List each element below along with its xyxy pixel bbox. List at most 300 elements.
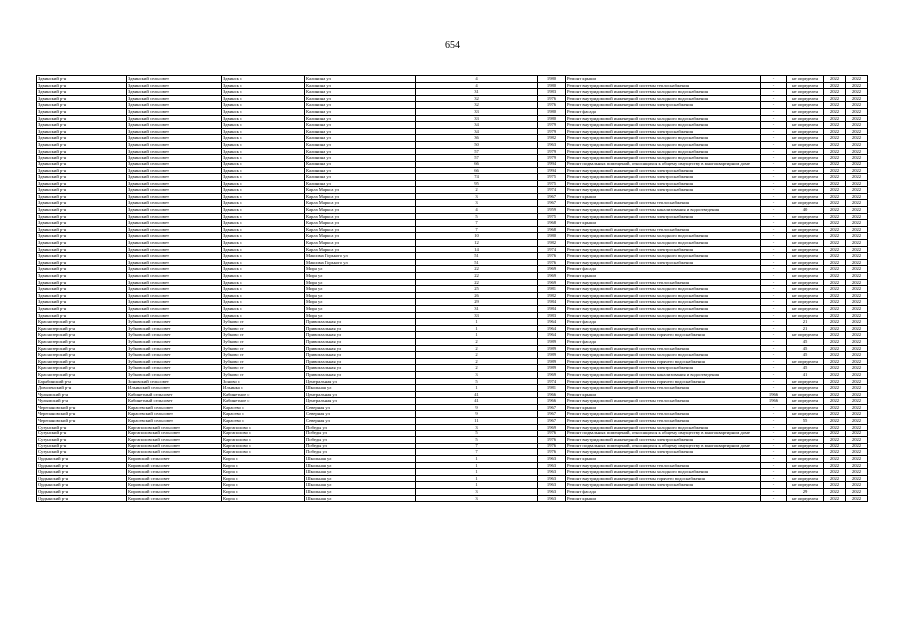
cell-plan-start: 2022 (824, 325, 846, 332)
cell-plan-end: 2022 (846, 148, 868, 155)
table-row (37, 246, 868, 253)
cell-street: Калинина ул (305, 89, 416, 96)
cell-plan-start: 2022 (824, 398, 846, 405)
cell-cost: не определен (787, 82, 824, 89)
cell-locality: Здвинск с (222, 292, 305, 299)
cell-street: Максима Горького ул (305, 253, 416, 260)
table-row (37, 424, 868, 431)
cell-district: Здвинский р-н (37, 148, 127, 155)
cell-district: Здвинский р-н (37, 200, 127, 207)
cell-plan-start: 2022 (824, 462, 846, 469)
cell-work-type: Ремонт внутридомовой инженерной системы холодного водоснабжения (566, 141, 761, 148)
cell-plan-start: 2022 (824, 292, 846, 299)
cell-street: Калинина ул (305, 82, 416, 89)
cell-settlement: Кировский сельсовет (127, 475, 222, 482)
cell-locality: Здвинск с (222, 167, 305, 174)
cell-cost: не определен (787, 259, 824, 266)
cell-cost: 45 (787, 345, 824, 352)
cell-cost: не определен (787, 76, 824, 83)
cell-commission-year: - (761, 102, 787, 109)
cell-house: 1 (416, 482, 538, 489)
cell-settlement: Здвинский сельсовет (127, 200, 222, 207)
cell-locality: Кабинетное с (222, 391, 305, 398)
cell-plan-end: 2022 (846, 371, 868, 378)
cell-street: Калинина ул (305, 135, 416, 142)
cell-plan-end: 2022 (846, 319, 868, 326)
cell-plan-end: 2022 (846, 495, 868, 502)
cell-settlement: Здвинский сельсовет (127, 102, 222, 109)
cell-plan-start: 2022 (824, 220, 846, 227)
cell-work-type: Ремонт внутридомовой инженерной системы электроснабжения (566, 213, 761, 220)
cell-plan-end: 2022 (846, 358, 868, 365)
cell-settlement: Зоновский сельсовет (127, 378, 222, 385)
cell-year: 1974 (538, 187, 566, 194)
cell-house: 1 (416, 385, 538, 392)
table-row (37, 135, 868, 142)
cell-plan-start: 2022 (824, 128, 846, 135)
cell-settlement: Кировский сельсовет (127, 469, 222, 476)
cell-commission-year: - (761, 378, 787, 385)
cell-settlement: Здвинский сельсовет (127, 167, 222, 174)
cell-street: Привокзальная ул (305, 319, 416, 326)
cell-house: 3 (416, 371, 538, 378)
cell-plan-end: 2022 (846, 200, 868, 207)
cell-plan-start: 2022 (824, 418, 846, 425)
cell-year: 1963 (538, 475, 566, 482)
cell-plan-start: 2022 (824, 437, 846, 444)
cell-district: Здвинский р-н (37, 253, 127, 260)
cell-year: 1989 (538, 338, 566, 345)
cell-locality: Здвинск с (222, 279, 305, 286)
cell-plan-end: 2022 (846, 89, 868, 96)
table-row (37, 240, 868, 247)
table-row (37, 233, 868, 240)
cell-locality: Зоново с (222, 378, 305, 385)
cell-commission-year: - (761, 233, 787, 240)
cell-work-type: Ремонт внутридомовой инженерной системы холодного водоснабжения (566, 424, 761, 431)
cell-district: Ордынский р-н (37, 482, 127, 489)
table-row (37, 437, 868, 444)
cell-settlement: Здвинский сельсовет (127, 128, 222, 135)
table-row (37, 299, 868, 306)
cell-year: 1967 (538, 200, 566, 207)
cell-plan-end: 2022 (846, 391, 868, 398)
cell-street: Северная ул (305, 404, 416, 411)
cell-year: 1964 (538, 319, 566, 326)
cell-work-type: Ремонт подвальных помещений, относящихся к общему имуществу в многоквартирном доме (566, 161, 761, 167)
cell-cost: не определен (787, 462, 824, 469)
cell-work-type: Ремонт крыши (566, 220, 761, 227)
cell-district: Краснозерский р-н (37, 352, 127, 359)
cell-house: 22 (416, 266, 538, 273)
cell-district: Здвинский р-н (37, 213, 127, 220)
cell-work-type: Ремонт внутридомовой инженерной системы холодного водоснабжения (566, 352, 761, 359)
cell-locality: Здвинск с (222, 266, 305, 273)
cell-year: 1994 (538, 167, 566, 174)
cell-street: Центральная ул (305, 398, 416, 405)
table-row (37, 358, 868, 365)
cell-district: Ордынский р-н (37, 475, 127, 482)
cell-house: 2 (416, 345, 538, 352)
cell-commission-year: - (761, 292, 787, 299)
cell-locality: Зубково ст (222, 319, 305, 326)
cell-work-type: Ремонт внутридомовой инженерной системы холодного водоснабжения (566, 148, 761, 155)
cell-house: 41 (416, 398, 538, 405)
cell-house: 4 (416, 82, 538, 89)
cell-work-type: Ремонт внутридомовой инженерной системы теплоснабжения (566, 200, 761, 207)
cell-district: Здвинский р-н (37, 128, 127, 135)
cell-locality: Зубково ст (222, 365, 305, 372)
cell-commission-year: - (761, 95, 787, 102)
cell-commission-year: - (761, 180, 787, 187)
cell-locality: Здвинск с (222, 122, 305, 129)
cell-work-type: Ремонт внутридомовой инженерной системы холодного водоснабжения (566, 115, 761, 122)
table-row (37, 286, 868, 293)
cell-plan-start: 2022 (824, 115, 846, 122)
cell-plan-start: 2022 (824, 286, 846, 293)
cell-commission-year: - (761, 325, 787, 332)
cell-settlement: Здвинский сельсовет (127, 115, 222, 122)
cell-district: Здвинский р-н (37, 115, 127, 122)
table-row (37, 115, 868, 122)
cell-commission-year: 1966 (761, 398, 787, 405)
cell-plan-start: 2022 (824, 259, 846, 266)
cell-work-type: Ремонт внутридомовой инженерной системы холодного водоснабжения (566, 233, 761, 240)
cell-commission-year: - (761, 220, 787, 227)
cell-commission-year: - (761, 332, 787, 339)
cell-year: 1963 (538, 489, 566, 496)
cell-year: 1964 (538, 325, 566, 332)
cell-settlement: Здвинский сельсовет (127, 273, 222, 280)
cell-commission-year: - (761, 161, 787, 167)
cell-locality: Здвинск с (222, 226, 305, 233)
cell-street: Мира ул (305, 286, 416, 293)
page-number: 654 (445, 40, 460, 51)
cell-locality: Каргаполово с (222, 437, 305, 444)
cell-district: Здвинский р-н (37, 76, 127, 83)
cell-cost: не определен (787, 286, 824, 293)
cell-plan-end: 2022 (846, 286, 868, 293)
cell-cost: не определен (787, 102, 824, 109)
cell-plan-end: 2022 (846, 424, 868, 431)
cell-work-type: Ремонт крыши (566, 456, 761, 463)
cell-street: Калинина ул (305, 115, 416, 122)
cell-locality: Кабинетное с (222, 398, 305, 405)
cell-house: 7 (416, 443, 538, 449)
cell-settlement: Кировский сельсовет (127, 456, 222, 463)
cell-settlement: Здвинский сельсовет (127, 299, 222, 306)
cell-cost: 29 (787, 489, 824, 496)
table-row (37, 462, 868, 469)
cell-street: Школьная ул (305, 385, 416, 392)
cell-house: 3 (416, 489, 538, 496)
table-row (37, 128, 868, 135)
cell-plan-start: 2022 (824, 475, 846, 482)
cell-district: Доволенский р-н (37, 385, 127, 392)
cell-plan-start: 2022 (824, 148, 846, 155)
cell-locality: Здвинск с (222, 259, 305, 266)
cell-cost: не определен (787, 220, 824, 227)
cell-district: Краснозерский р-н (37, 325, 127, 332)
cell-year: 1976 (538, 443, 566, 449)
table-row (37, 482, 868, 489)
cell-locality: Здвинск с (222, 207, 305, 214)
cell-year: 1980 (538, 76, 566, 83)
cell-street: Привокзальная ул (305, 365, 416, 372)
cell-work-type: Ремонт внутридомовой инженерной системы электроснабжения (566, 482, 761, 489)
cell-locality: Кирза с (222, 469, 305, 476)
cell-commission-year: - (761, 259, 787, 266)
cell-street: Карла Маркса ул (305, 233, 416, 240)
table-row (37, 220, 868, 227)
table-row (37, 456, 868, 463)
cell-settlement: Здвинский сельсовет (127, 82, 222, 89)
cell-cost: не определен (787, 167, 824, 174)
cell-work-type: Ремонт фасада (566, 338, 761, 345)
cell-district: Здвинский р-н (37, 161, 127, 167)
cell-plan-end: 2022 (846, 161, 868, 167)
table-row (37, 174, 868, 181)
cell-work-type: Ремонт подвальных помещений, относящихся к общему имуществу в многоквартирном доме (566, 431, 761, 437)
cell-locality: Здвинск с (222, 193, 305, 200)
cell-work-type: Ремонт внутридомовой инженерной системы холодного водоснабжения (566, 253, 761, 260)
cell-work-type: Ремонт внутридомовой инженерной системы горячего водоснабжения (566, 332, 761, 339)
table-row (37, 193, 868, 200)
cell-locality: Зубково ст (222, 352, 305, 359)
cell-cost: не определен (787, 174, 824, 181)
cell-commission-year: - (761, 240, 787, 247)
cell-settlement: Здвинский сельсовет (127, 108, 222, 115)
cell-plan-start: 2022 (824, 385, 846, 392)
cell-plan-end: 2022 (846, 246, 868, 253)
cell-cost: не определен (787, 495, 824, 502)
cell-plan-start: 2022 (824, 449, 846, 456)
cell-street: Калинина ул (305, 95, 416, 102)
cell-house: 22 (416, 273, 538, 280)
cell-year: 1963 (538, 141, 566, 148)
cell-commission-year: - (761, 469, 787, 476)
cell-cost: не определен (787, 213, 824, 220)
cell-street: Карла Маркса ул (305, 207, 416, 214)
table-row (37, 259, 868, 266)
cell-year: 1966 (538, 391, 566, 398)
cell-plan-end: 2022 (846, 462, 868, 469)
cell-cost: не определен (787, 475, 824, 482)
cell-street: Привокзальная ул (305, 325, 416, 332)
cell-work-type: Ремонт внутридомовой инженерной системы теплоснабжения (566, 418, 761, 425)
cell-district: Здвинский р-н (37, 207, 127, 214)
cell-commission-year: - (761, 213, 787, 220)
cell-plan-start: 2022 (824, 273, 846, 280)
cell-plan-end: 2022 (846, 469, 868, 476)
cell-commission-year: - (761, 482, 787, 489)
cell-street: Победы ул (305, 437, 416, 444)
cell-house: 1 (416, 469, 538, 476)
cell-year: 1976 (538, 431, 566, 437)
cell-year: 1980 (538, 115, 566, 122)
cell-year: 1967 (538, 418, 566, 425)
cell-locality: Здвинск с (222, 200, 305, 207)
cell-district: Здвинский р-н (37, 292, 127, 299)
cell-locality: Здвинск с (222, 312, 305, 319)
cell-plan-end: 2022 (846, 418, 868, 425)
cell-street: Привокзальная ул (305, 358, 416, 365)
cell-settlement: Здвинский сельсовет (127, 89, 222, 96)
cell-street: Победы ул (305, 424, 416, 431)
cell-cost: не определен (787, 292, 824, 299)
cell-commission-year: - (761, 371, 787, 378)
cell-settlement: Здвинский сельсовет (127, 246, 222, 253)
cell-year: 1981 (538, 286, 566, 293)
cell-plan-end: 2022 (846, 102, 868, 109)
cell-settlement: Каргаполовский сельсовет (127, 424, 222, 431)
cell-work-type: Ремонт внутридомовой инженерной системы электроснабжения (566, 365, 761, 372)
cell-cost: не определен (787, 279, 824, 286)
cell-plan-end: 2022 (846, 365, 868, 372)
cell-plan-end: 2022 (846, 207, 868, 214)
cell-plan-end: 2022 (846, 233, 868, 240)
cell-district: Черепановский р-н (37, 404, 127, 411)
cell-locality: Здвинск с (222, 246, 305, 253)
cell-year: 1969 (538, 424, 566, 431)
cell-year: 1982 (538, 240, 566, 247)
cell-plan-start: 2022 (824, 213, 846, 220)
cell-year: 1967 (538, 411, 566, 418)
cell-locality: Здвинск с (222, 95, 305, 102)
cell-plan-start: 2022 (824, 187, 846, 194)
cell-plan-start: 2022 (824, 338, 846, 345)
cell-commission-year: - (761, 148, 787, 155)
cell-street: Северная ул (305, 418, 416, 425)
cell-commission-year: - (761, 338, 787, 345)
cell-house: 31 (416, 89, 538, 96)
cell-street: Привокзальная ул (305, 371, 416, 378)
cell-street: Привокзальная ул (305, 345, 416, 352)
cell-house: 33 (416, 312, 538, 319)
cell-plan-end: 2022 (846, 141, 868, 148)
cell-work-type: Ремонт внутридомовой инженерной системы теплоснабжения (566, 345, 761, 352)
cell-locality: Каргаполово с (222, 431, 305, 437)
cell-street: Школьная ул (305, 482, 416, 489)
cell-district: Здвинский р-н (37, 122, 127, 129)
cell-street: Калинина ул (305, 148, 416, 155)
cell-work-type: Ремонт подвальных помещений, относящихся к общему имуществу в многоквартирном доме (566, 443, 761, 449)
cell-house: 3 (416, 193, 538, 200)
cell-district: Здвинский р-н (37, 299, 127, 306)
cell-plan-end: 2022 (846, 292, 868, 299)
cell-locality: Здвинск с (222, 89, 305, 96)
cell-street: Привокзальная ул (305, 338, 416, 345)
cell-plan-start: 2022 (824, 469, 846, 476)
cell-settlement: Кировский сельсовет (127, 482, 222, 489)
cell-settlement: Зубковский сельсовет (127, 332, 222, 339)
cell-commission-year: - (761, 167, 787, 174)
cell-plan-start: 2022 (824, 312, 846, 319)
table-row (37, 371, 868, 378)
cell-year: 1980 (538, 233, 566, 240)
cell-settlement: Зубковский сельсовет (127, 365, 222, 372)
table-row (37, 404, 868, 411)
cell-year: 1963 (538, 482, 566, 489)
cell-work-type: Ремонт крыши (566, 193, 761, 200)
cell-district: Здвинский р-н (37, 135, 127, 142)
cell-street: Калинина ул (305, 180, 416, 187)
cell-settlement: Здвинский сельсовет (127, 122, 222, 129)
cell-cost: не определен (787, 449, 824, 456)
cell-work-type: Ремонт крыши (566, 495, 761, 502)
cell-settlement: Здвинский сельсовет (127, 259, 222, 266)
cell-settlement: Здвинский сельсовет (127, 286, 222, 293)
cell-street: Школьная ул (305, 456, 416, 463)
cell-cost: не определен (787, 266, 824, 273)
cell-plan-end: 2022 (846, 226, 868, 233)
cell-locality: Здвинск с (222, 135, 305, 142)
cell-house: 5 (416, 437, 538, 444)
cell-plan-start: 2022 (824, 305, 846, 312)
cell-street: Школьная ул (305, 469, 416, 476)
cell-locality: Карасево с (222, 411, 305, 418)
cell-district: Краснозерский р-н (37, 338, 127, 345)
cell-street: Школьная ул (305, 489, 416, 496)
cell-plan-start: 2022 (824, 358, 846, 365)
cell-street: Карла Маркса ул (305, 213, 416, 220)
cell-plan-end: 2022 (846, 456, 868, 463)
cell-plan-start: 2022 (824, 207, 846, 214)
cell-cost: 21 (787, 325, 824, 332)
cell-commission-year: - (761, 365, 787, 372)
cell-work-type: Ремонт внутридомовой инженерной системы электроснабжения (566, 167, 761, 174)
cell-commission-year: - (761, 431, 787, 437)
cell-house: 4 (416, 207, 538, 214)
cell-street: Победы ул (305, 431, 416, 437)
cell-district: Здвинский р-н (37, 240, 127, 247)
cell-district: Здвинский р-н (37, 193, 127, 200)
cell-locality: Кирза с (222, 495, 305, 502)
cell-house: 32 (416, 102, 538, 109)
cell-work-type: Ремонт внутридомовой инженерной системы канализования и водоотведения (566, 371, 761, 378)
cell-street: Победы ул (305, 449, 416, 456)
cell-plan-start: 2022 (824, 391, 846, 398)
cell-house: 1 (416, 475, 538, 482)
cell-commission-year: - (761, 82, 787, 89)
table-row (37, 279, 868, 286)
cell-street: Калинина ул (305, 76, 416, 83)
cell-house: 5 (416, 213, 538, 220)
table-row (37, 207, 868, 214)
cell-house: 95 (416, 180, 538, 187)
cell-plan-start: 2022 (824, 404, 846, 411)
cell-work-type: Ремонт внутридомовой инженерной системы теплоснабжения (566, 82, 761, 89)
cell-commission-year: - (761, 286, 787, 293)
cell-commission-year: - (761, 418, 787, 425)
cell-commission-year: - (761, 266, 787, 273)
cell-house: 7 (416, 226, 538, 233)
table-row (37, 167, 868, 174)
table-row (37, 82, 868, 89)
cell-commission-year: - (761, 404, 787, 411)
table-row (37, 122, 868, 129)
cell-locality: Кирза с (222, 475, 305, 482)
cell-plan-end: 2022 (846, 259, 868, 266)
cell-house: 5 (416, 431, 538, 437)
cell-plan-start: 2022 (824, 108, 846, 115)
cell-work-type: Ремонт внутридомовой инженерной системы холодного водоснабжения (566, 325, 761, 332)
cell-settlement: Каргаполовский сельсовет (127, 449, 222, 456)
cell-settlement: Зубковский сельсовет (127, 358, 222, 365)
cell-plan-end: 2022 (846, 95, 868, 102)
cell-cost: не определен (787, 443, 824, 449)
cell-commission-year: - (761, 443, 787, 449)
